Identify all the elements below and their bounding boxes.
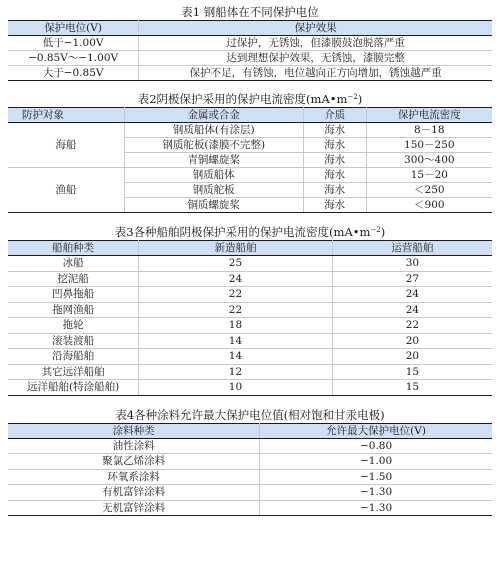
table3-header-cell: 船舶种类 bbox=[8, 241, 139, 256]
table-row bbox=[8, 469, 492, 485]
table-cell: 远洋船舶(特涂船舶) bbox=[8, 380, 139, 396]
table-cell: 14 bbox=[139, 333, 333, 349]
table-row bbox=[8, 380, 492, 396]
table4-header-row bbox=[8, 423, 492, 438]
table-row bbox=[8, 168, 492, 183]
table2-caption bbox=[8, 91, 492, 107]
table1 bbox=[8, 20, 492, 81]
table-cell: −0.80 bbox=[260, 438, 492, 454]
table-cell: −1.30 bbox=[260, 485, 492, 501]
table-cell: 海水 bbox=[303, 168, 366, 183]
table3-header-cell: 运营船舶 bbox=[332, 241, 492, 256]
table-cell: 达到理想保护效果，无锈蚀，漆膜完整 bbox=[139, 51, 492, 66]
table-cell: 低于−1.00V bbox=[8, 36, 139, 51]
table2-header-cell: 介质 bbox=[303, 108, 366, 123]
table-cell: 保护不足，有锈蚀，电位越向正方向增加，锈蚀越严重 bbox=[139, 66, 492, 81]
table3-caption-text: 表3各种船舶阴极保护采用的保护电流密度(mA•m bbox=[114, 225, 371, 239]
table-row bbox=[8, 66, 492, 81]
table2-header-row bbox=[8, 108, 492, 123]
table-row bbox=[8, 123, 492, 138]
table-cell: 海水 bbox=[303, 153, 366, 168]
table3 bbox=[8, 240, 492, 396]
table2-caption-sup: −2 bbox=[347, 93, 358, 101]
table-cell: 8－18 bbox=[366, 123, 492, 138]
table-cell: 24 bbox=[139, 271, 333, 287]
table4-header-cell: 涂料种类 bbox=[8, 423, 260, 438]
table-cell: 20 bbox=[332, 349, 492, 365]
table3-caption-sup: −2 bbox=[370, 226, 381, 234]
table-cell: 18 bbox=[139, 318, 333, 334]
table-cell: 22 bbox=[139, 287, 333, 303]
table-cell: −1.30 bbox=[260, 500, 492, 516]
table-cell: 挖泥船 bbox=[8, 271, 139, 287]
table-cell: 海水 bbox=[303, 183, 366, 198]
table3-header-cell: 新造船舶 bbox=[139, 241, 333, 256]
table3-caption-end: ) bbox=[380, 225, 386, 239]
table2-header-cell: 保护电流密度 bbox=[366, 108, 492, 123]
table2-group-object: 渔船 bbox=[8, 168, 124, 213]
table-cell: 大于−0.85V bbox=[8, 66, 139, 81]
table-row bbox=[8, 287, 492, 303]
table-cell: 钢质舵板 bbox=[124, 183, 303, 198]
table-cell: 10 bbox=[139, 380, 333, 396]
table1-header-cell: 保护效果 bbox=[139, 21, 492, 36]
table-cell: 拖网渔船 bbox=[8, 302, 139, 318]
table4 bbox=[8, 423, 492, 517]
table-cell: 14 bbox=[139, 349, 333, 365]
table3-header-row bbox=[8, 241, 492, 256]
table2-caption-text: 表2阴极保护采用的保护电流密度(mA•m bbox=[137, 92, 348, 106]
table-cell: 凹鼻拖船 bbox=[8, 287, 139, 303]
table-cell: 300～400 bbox=[366, 153, 492, 168]
table-row bbox=[8, 485, 492, 501]
table2-group-object: 海船 bbox=[8, 123, 124, 168]
table2-header-cell: 防护对象 bbox=[8, 108, 124, 123]
table-cell: 30 bbox=[332, 256, 492, 272]
table4-caption: 表4各种涂料允许最大保护电位值(相对饱和甘汞电极) bbox=[115, 407, 385, 422]
table-row bbox=[8, 438, 492, 454]
table-cell: 25 bbox=[139, 256, 333, 272]
table-cell: 22 bbox=[139, 302, 333, 318]
table4-body bbox=[8, 438, 492, 516]
table-row bbox=[8, 364, 492, 380]
table-cell: 有机富锌涂料 bbox=[8, 485, 260, 501]
table-row bbox=[8, 256, 492, 272]
table-cell: 15－20 bbox=[366, 168, 492, 183]
table-cell: 27 bbox=[332, 271, 492, 287]
table-cell: 150－250 bbox=[366, 138, 492, 153]
table4-header-cell: 允许最大保护电位(V) bbox=[260, 423, 492, 438]
table-row bbox=[8, 333, 492, 349]
table-row bbox=[8, 454, 492, 470]
table-cell: 过保护，无锈蚀，但漆膜鼓泡脱落严重 bbox=[139, 36, 492, 51]
table3-caption bbox=[8, 224, 492, 240]
table-cell: ＜900 bbox=[366, 198, 492, 213]
table-cell: 海水 bbox=[303, 123, 366, 138]
table-cell: 钢质舵板(漆膜不完整) bbox=[124, 138, 303, 153]
table-row bbox=[8, 500, 492, 516]
table-cell: 铜质螺旋桨 bbox=[124, 198, 303, 213]
table-cell: 24 bbox=[332, 287, 492, 303]
table-cell: 环氧系涂料 bbox=[8, 469, 260, 485]
table-cell: 拖轮 bbox=[8, 318, 139, 334]
table-cell: −1.50 bbox=[260, 469, 492, 485]
table-row bbox=[8, 36, 492, 51]
table-cell: −1.00 bbox=[260, 454, 492, 470]
table-row bbox=[8, 271, 492, 287]
table-row bbox=[8, 318, 492, 334]
table-cell: 冰船 bbox=[8, 256, 139, 272]
table-row bbox=[8, 302, 492, 318]
table-cell: 22 bbox=[332, 318, 492, 334]
table2 bbox=[8, 107, 492, 213]
table-cell: 海水 bbox=[303, 198, 366, 213]
table-cell: 聚氯乙烯涂料 bbox=[8, 454, 260, 470]
table-cell: 12 bbox=[139, 364, 333, 380]
table-cell: −0.85V～−1.00V bbox=[8, 51, 139, 66]
table-cell: 钢质船体 bbox=[124, 168, 303, 183]
table-cell: 海水 bbox=[303, 138, 366, 153]
table1-header-cell: 保护电位(V) bbox=[8, 21, 139, 36]
table-row bbox=[8, 349, 492, 365]
table2-caption-end: ) bbox=[357, 92, 363, 106]
table-cell: ＜250 bbox=[366, 183, 492, 198]
table1-header-row bbox=[8, 21, 492, 36]
table-cell: 无机富锌涂料 bbox=[8, 500, 260, 516]
table-cell: 滚装渡船 bbox=[8, 333, 139, 349]
table-cell: 其它远洋船舶 bbox=[8, 364, 139, 380]
table-cell: 青铜螺旋桨 bbox=[124, 153, 303, 168]
table-cell: 24 bbox=[332, 302, 492, 318]
table-cell: 油性涂料 bbox=[8, 438, 260, 454]
table-cell: 沿海船舶 bbox=[8, 349, 139, 365]
table1-caption: 表1 钢船体在不同保护电位 bbox=[181, 5, 319, 19]
table-cell: 20 bbox=[332, 333, 492, 349]
table-cell: 钢质船体(有涂层) bbox=[124, 123, 303, 138]
table-row bbox=[8, 51, 492, 66]
table2-header-cell: 金属或合金 bbox=[124, 108, 303, 123]
table-cell: 15 bbox=[332, 380, 492, 396]
table3-body bbox=[8, 256, 492, 396]
table-cell: 15 bbox=[332, 364, 492, 380]
